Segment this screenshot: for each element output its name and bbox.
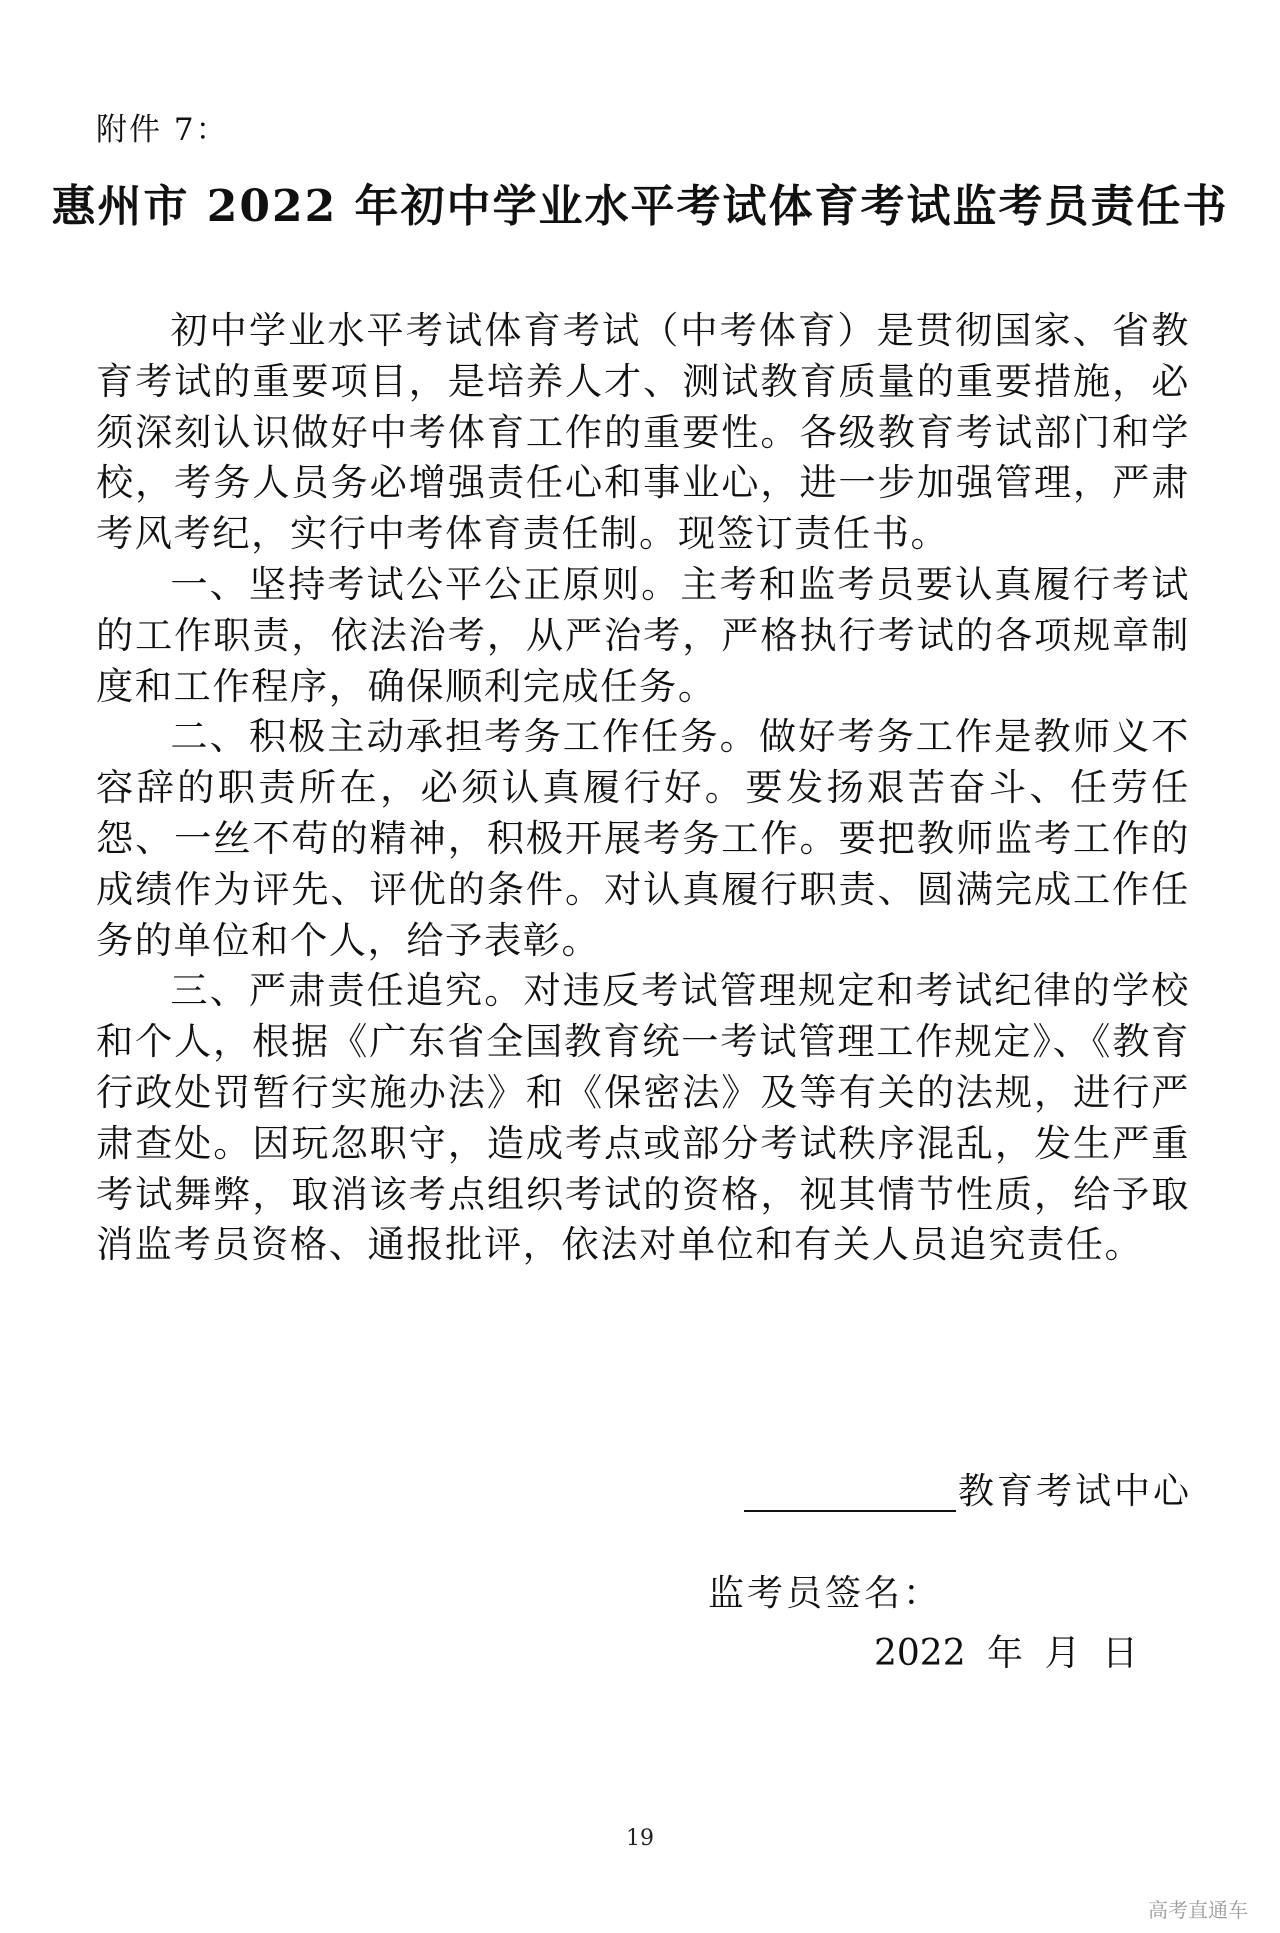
page-number: 19: [626, 1826, 654, 1851]
signature-date: 2022 年 月 日: [874, 1633, 1138, 1674]
document-body: [96, 305, 1190, 1270]
paragraph-clause-2: 二、积极主动承担考务工作任务。做好考务工作是教师义不容辞的职责所在，必须认真履行好。要发扬艰苦奋斗、任劳任怨、一丝不苟的精神，积极开展考务工作。要把教师监考工作的成绩作为评先、评优的条件。对认真履行职责、圆满完成工作任务的单位和个人，给予表彰。: [96, 714, 1190, 962]
signature-org-name: 教育考试中心: [958, 1471, 1193, 1512]
paragraph-intro: 初中学业水平考试体育考试（中考体育）是贯彻国家、省教育考试的重要项目，是培养人才、测试教育质量的重要措施，必须深刻认识做好中考体育工作的重要性。各级教育考试部门和学校，考务人员务必增强责任心和事业心，进一步加强管理，严肃考风考纪，实行中考体育责任制。现签订责任书。: [96, 308, 1190, 556]
watermark: 高考直通车: [1148, 1898, 1248, 1922]
document-title: 惠州市 2022 年初中学业水平考试体育考试监考员责任书: [51, 181, 1229, 232]
paragraph-clause-3: 三、严肃责任追究。对违反考试管理规定和考试纪律的学校和个人，根据《广东省全国教育统一考试管理工作规定》、《教育行政处罚暂行实施办法》和《保密法》及等有关的法规，进行严肃查处。因玩忽职守，造成考点或部分考试秩序混乱，发生严重考试舞弊，取消该考点组织考试的资格，视其情节性质，给予取消监考员资格、通报批评，依法对单位和有关人员追究责任。: [96, 968, 1190, 1267]
signature-blank-line: [744, 1476, 956, 1512]
attachment-label: 附件 7：: [96, 112, 229, 148]
paragraph-clause-1: 一、坚持考试公平公正原则。主考和监考员要认真履行考试的工作职责，依法治考，从严治考，严格执行考试的各项规章制度和工作程序，确保顺利完成任务。: [96, 561, 1190, 708]
signature-organization: [744, 1472, 1192, 1512]
proctor-signature-label: 监考员签名：: [708, 1573, 943, 1614]
